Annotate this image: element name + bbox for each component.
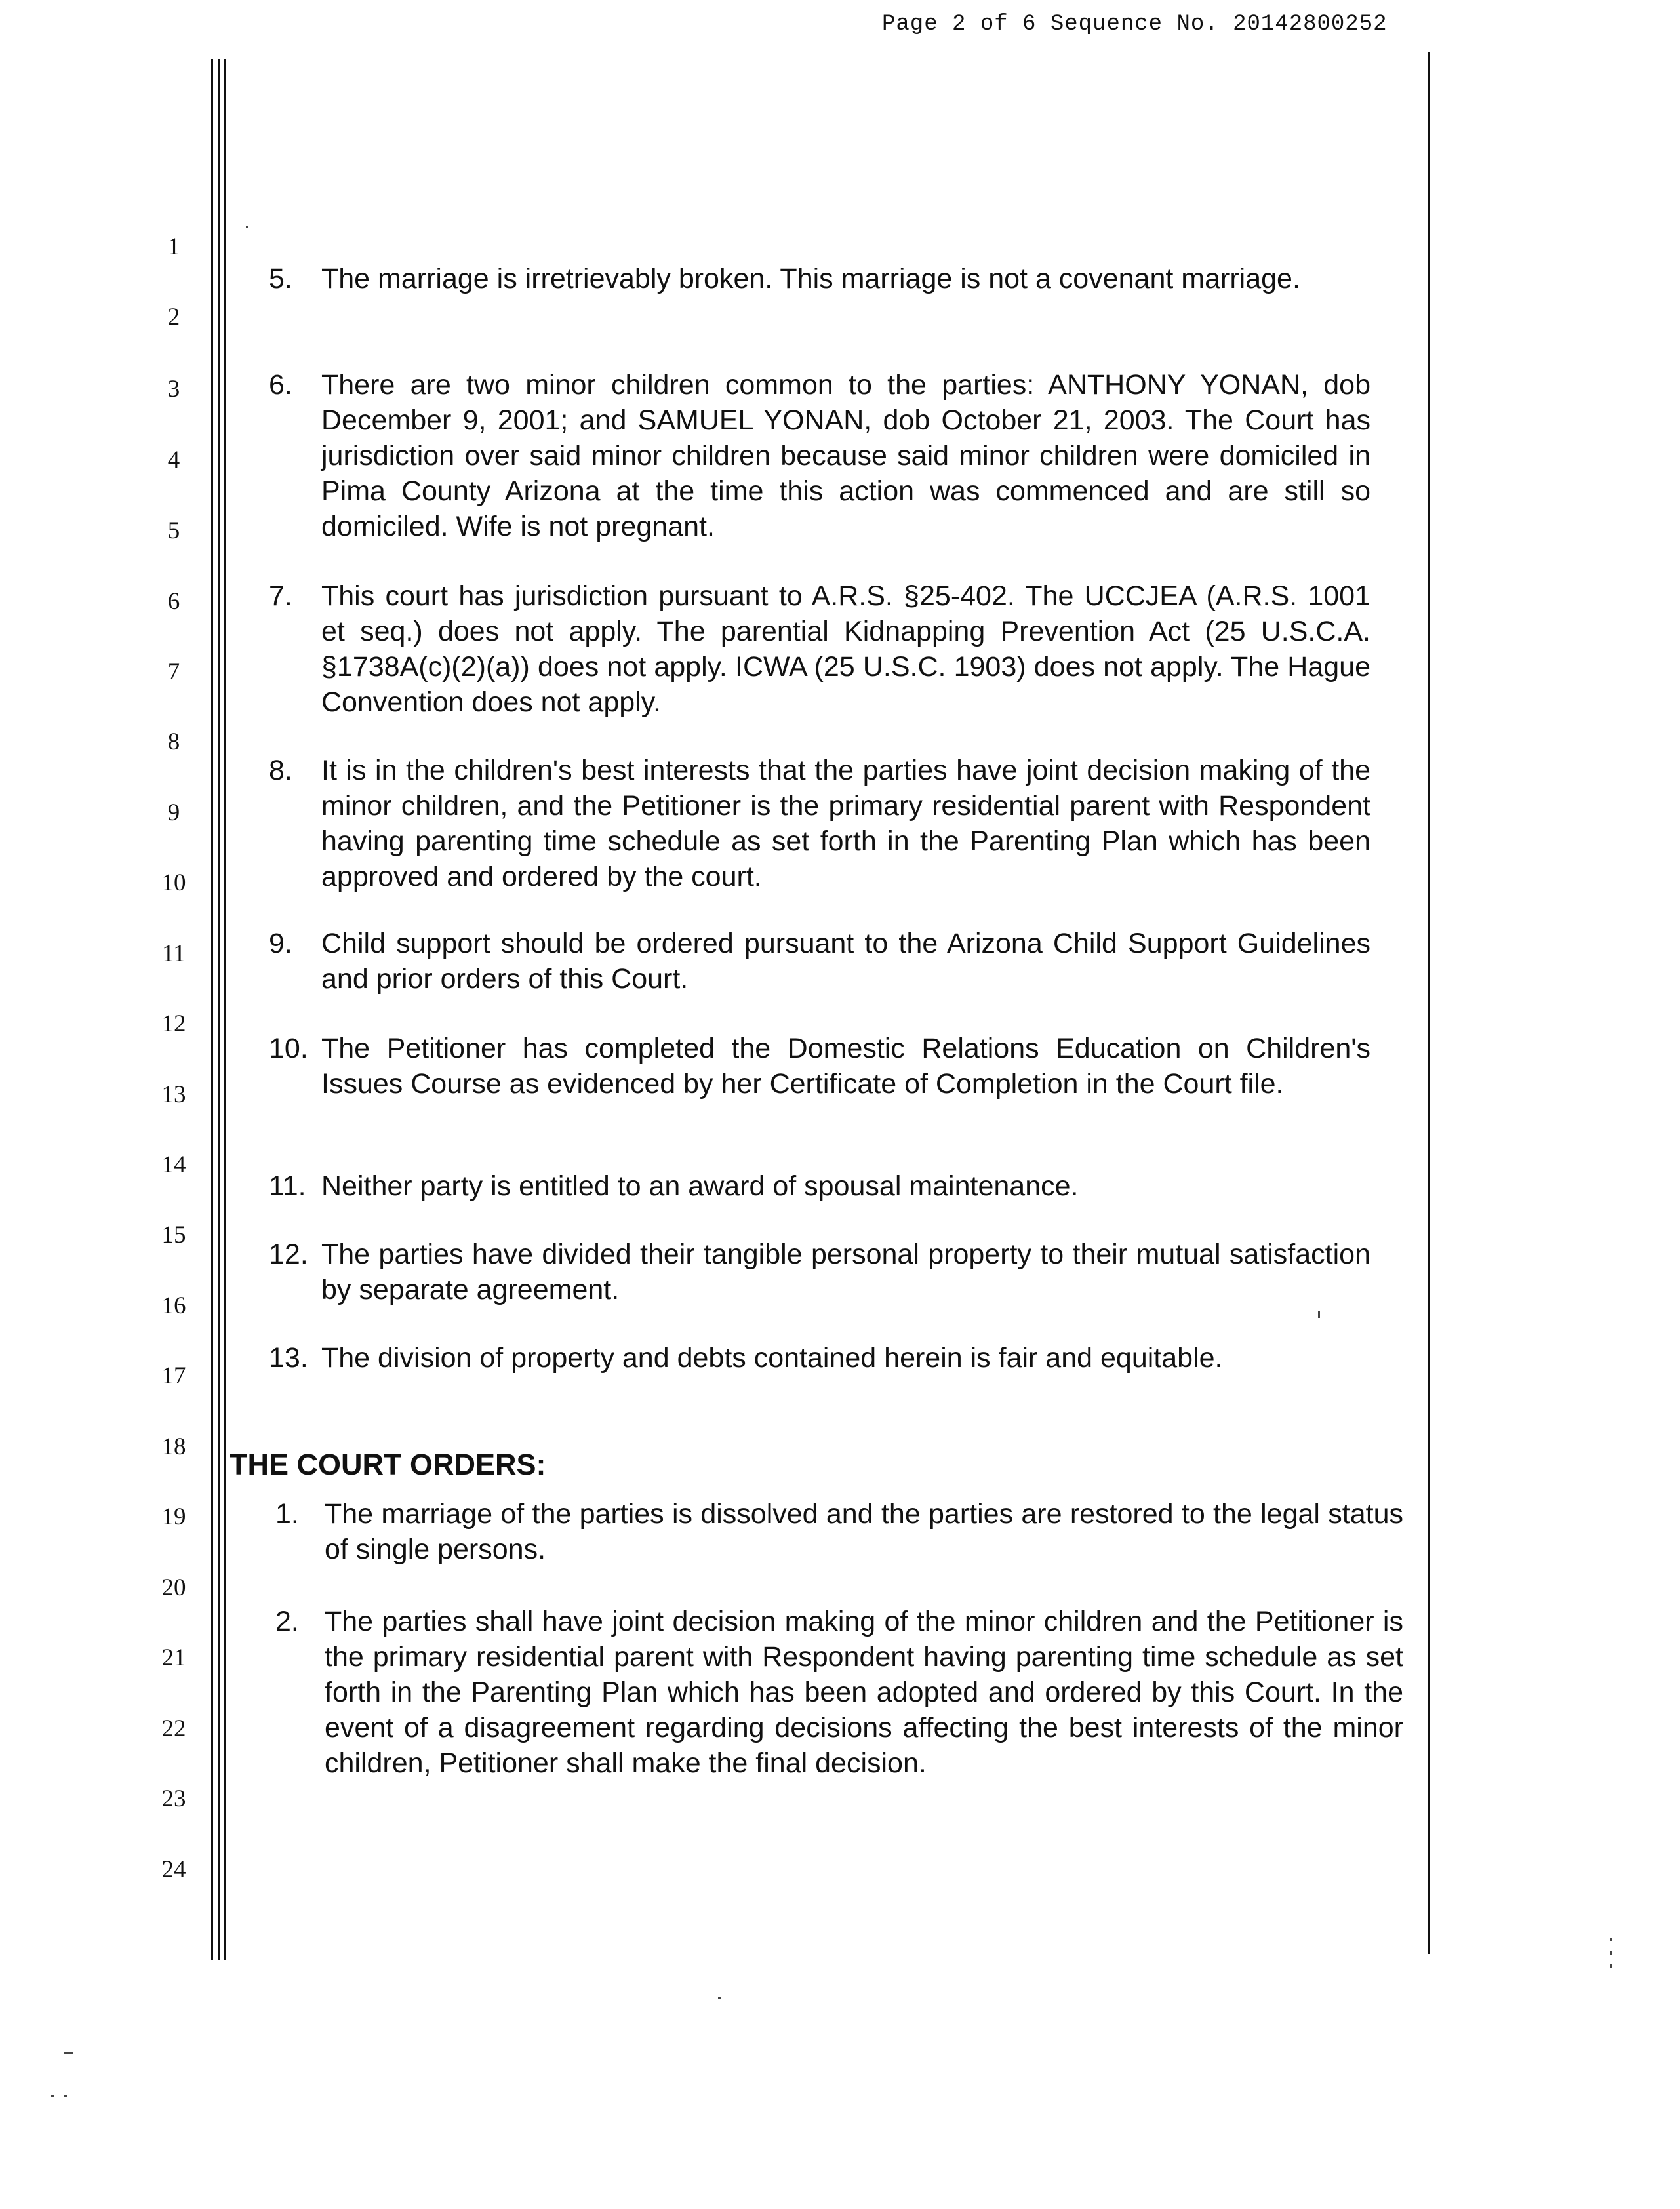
order-number: 1. [275, 1498, 299, 1530]
finding-8 [269, 753, 1370, 894]
line-number: 14 [161, 1151, 186, 1178]
left-margin-rule-3 [224, 59, 226, 1960]
line-number: 9 [167, 799, 180, 826]
order-text: The marriage of the parties is dissolved and the parties are restored to the legal status of single persons. [325, 1498, 1403, 1565]
line-number: 23 [161, 1785, 186, 1812]
scan-speck [51, 2095, 54, 2097]
finding-text: Child support should be ordered pursuant to the Arizona Child Support Guidelines and prior orders of this Court. [321, 928, 1370, 995]
finding-number: 8. [269, 755, 292, 786]
line-number: 10 [161, 869, 186, 896]
line-number: 24 [161, 1856, 186, 1883]
line-number: 5 [167, 517, 180, 544]
line-number: 13 [161, 1081, 186, 1108]
line-number: 20 [161, 1574, 186, 1601]
finding-13 [269, 1340, 1370, 1376]
finding-12 [269, 1237, 1370, 1307]
finding-text: It is in the children's best interests that the parties have joint decision making of the minor children, and the Petitioner is the primary residential parent with Respondent having parenting time schedule as set forth in the Parenting Plan which has been approved and ordered by the court. [321, 755, 1370, 892]
line-number: 3 [167, 376, 180, 403]
scan-speck [64, 2052, 73, 2054]
order-number: 2. [275, 1606, 299, 1637]
scan-speck [246, 226, 248, 228]
order-text: The parties shall have joint decision making of the minor children and the Petitioner is the primary residential parent with Respondent having parenting time schedule as set forth in the Parenting Plan which has been adopted and ordered by this Court. In the event of a disagreement regarding decisions affecting the best interests of the minor children, Petitioner shall make the final decision. [325, 1606, 1403, 1779]
scan-speck [718, 1997, 721, 1999]
finding-number: 9. [269, 928, 292, 959]
scan-speck [1610, 1938, 1612, 1941]
finding-7 [269, 578, 1370, 720]
scan-speck [1610, 1964, 1612, 1968]
line-number: 2 [167, 304, 180, 330]
line-number: 16 [161, 1292, 186, 1319]
finding-number: 7. [269, 580, 292, 612]
finding-text: The Petitioner has completed the Domestic Relations Education on Children's Issues Course as evidenced by her Certificate of Completion in the Court file. [321, 1033, 1370, 1100]
line-number: 17 [161, 1363, 186, 1389]
finding-text: This court has jurisdiction pursuant to A.R.S. §25-402. The UCCJEA (A.R.S. 1001 et seq.) does not apply. The parential Kidnapping Prevention Act (25 U.S.C.A. §1738A(c)(2)(a)) does not apply. ICWA (25 U.S.C. 1903) does not apply. The Hague Convention does not apply. [321, 580, 1370, 718]
finding-text: There are two minor children common to the parties: ANTHONY YONAN, dob December 9, 2001; and SAMUEL YONAN, dob October 21, 2003. The Court has jurisdiction over said minor children because said minor children were domiciled in Pima County Arizona at the time this action was commenced and are still so domiciled. Wife is not pregnant. [321, 369, 1370, 542]
finding-number: 12. [269, 1239, 308, 1270]
finding-text: The marriage is irretrievably broken. This marriage is not a covenant marriage. [321, 263, 1300, 294]
finding-10 [269, 1031, 1370, 1102]
scan-speck [64, 2095, 67, 2097]
left-margin-rule-1 [211, 59, 213, 1960]
finding-text: Neither party is entitled to an award of spousal maintenance. [321, 1170, 1079, 1202]
finding-number: 13. [269, 1342, 308, 1374]
finding-text: The division of property and debts contained herein is fair and equitable. [321, 1342, 1223, 1374]
left-margin-rule-2 [218, 59, 220, 1960]
finding-6 [269, 367, 1370, 544]
order-1 [269, 1496, 1403, 1567]
line-number: 4 [167, 447, 180, 473]
line-number: 15 [161, 1222, 186, 1248]
right-margin-rule [1428, 52, 1430, 1954]
finding-5 [269, 261, 1370, 296]
line-number: 12 [161, 1010, 186, 1037]
line-number: 1 [167, 233, 180, 260]
line-number: 18 [161, 1433, 186, 1460]
line-number: 22 [161, 1715, 186, 1742]
line-number: 19 [161, 1503, 186, 1530]
finding-9 [269, 926, 1370, 997]
finding-number: 6. [269, 369, 292, 401]
line-number: 8 [167, 728, 180, 755]
finding-number: 5. [269, 263, 292, 294]
line-number: 11 [162, 940, 186, 967]
orders-heading: THE COURT ORDERS: [230, 1448, 546, 1481]
finding-text: The parties have divided their tangible personal property to their mutual satisfaction by separate agreement. [321, 1239, 1370, 1305]
line-number: 21 [161, 1644, 186, 1671]
line-number: 6 [167, 588, 180, 615]
finding-11 [269, 1168, 1370, 1204]
scan-speck [1610, 1951, 1612, 1955]
scan-speck [1318, 1311, 1320, 1318]
line-number: 7 [167, 658, 180, 685]
page-sequence-header: Page 2 of 6 Sequence No. 20142800252 [882, 12, 1388, 37]
order-2 [269, 1604, 1403, 1781]
finding-number: 11. [269, 1170, 306, 1202]
finding-number: 10. [269, 1033, 308, 1064]
